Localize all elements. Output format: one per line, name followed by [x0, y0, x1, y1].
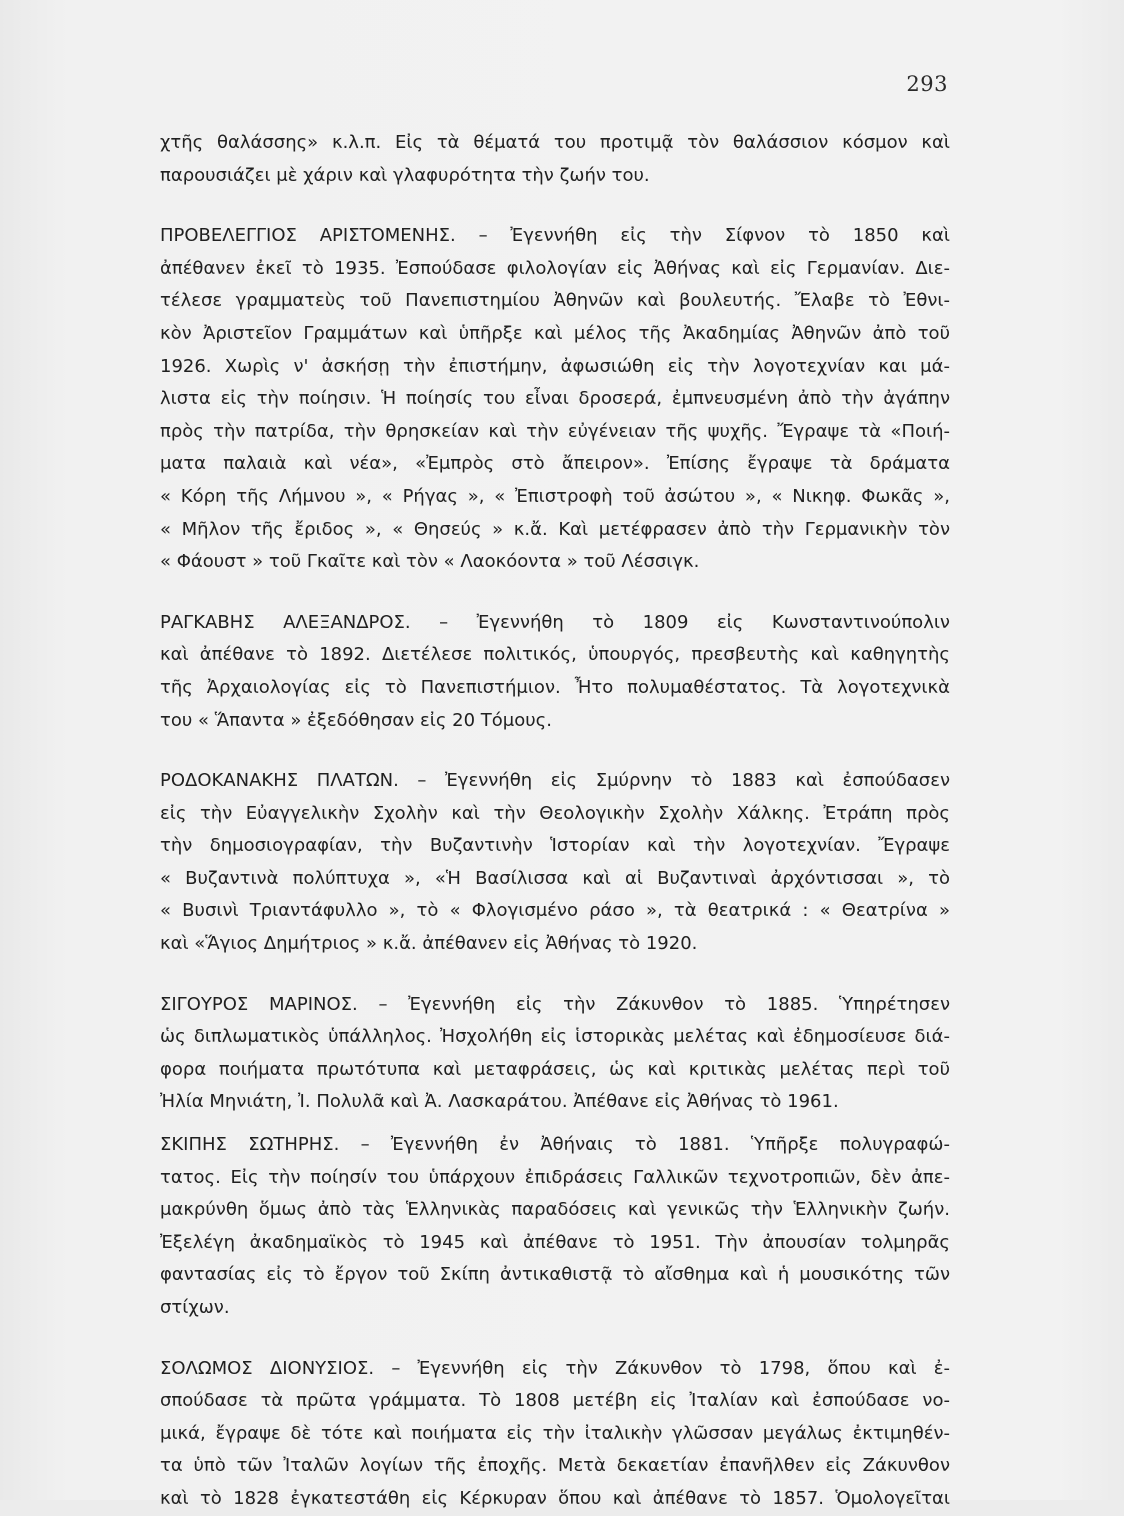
page-number: 293	[906, 72, 948, 96]
text-line: Ἠλία Μηνιάτη, Ἰ. Πολυλᾶ καὶ Ἀ. Λασκαράτου. Ἀπέθανε εἰς Ἀθήνας τὸ 1961.	[160, 1091, 839, 1113]
text-line: φορα ποιήματα πρωτότυπα καὶ μεταφράσεις, ὡς καὶ κριτικὰς μελέτας περὶ τοῦ	[160, 1058, 950, 1080]
entry-rodokanakis	[160, 765, 950, 961]
text-line: ματα παλαιὰ καὶ νέα», «Ἐμπρὸς στὸ ἄπειρον». Ἐπίσης ἔγραψε τὰ δράματα	[160, 453, 950, 475]
paragraph-continuation	[160, 127, 950, 192]
text-line: τατος. Εἰς τὴν ποίησίν του ὑπάρχουν ἐπιδράσεις Γαλλικῶν τεχνοτροπιῶν, δὲν ἀπε-	[160, 1166, 950, 1188]
entry-heading-line: ΣΙΓΟΥΡΟΣ ΜΑΡΙΝΟΣ. – Ἐγεννήθη εἰς τὴν Ζάκυνθον τὸ 1885. Ὑπηρέτησεν	[160, 993, 950, 1015]
text-line: καὶ τὸ 1828 ἐγκατεστάθη εἰς Κέρκυραν ὅπου καὶ ἀπέθανε τὸ 1857. Ὁμολογεῖται	[160, 1487, 950, 1509]
text-line: τα ὑπὸ τῶν Ἰταλῶν λογίων τῆς ἐποχῆς. Μετὰ δεκαετίαν ἐπανῆλθεν εἰς Ζάκυνθον	[160, 1455, 950, 1477]
text-line: « Φάουστ » τοῦ Γκαῖτε καὶ τὸν « Λαοκόοντα » τοῦ Λέσσιγκ.	[160, 551, 700, 573]
entry-heading-line: ΣΚΙΠΗΣ ΣΩΤΗΡΗΣ. – Ἐγεννήθη ἐν Ἀθήναις τὸ 1881. Ὑπῆρξε πολυγραφώ-	[160, 1134, 950, 1156]
text-line: ὡς διπλωματικὸς ὑπάλληλος. Ἠσχολήθη εἰς ἱστορικὰς μελέτας καὶ ἐδημοσίευσε διά-	[160, 1026, 950, 1048]
entry-heading-line: ΠΡΟΒΕΛΕΓΓΙΟΣ ΑΡΙΣΤΟΜΕΝΗΣ. – Ἐγεννήθη εἰς τὴν Σίφνον τὸ 1850 καὶ	[160, 225, 950, 247]
text-line: χτῆς θαλάσσης» κ.λ.π. Εἰς τὰ θέματά του προτιμᾷ τὸν θαλάσσιον κόσμον καὶ	[160, 132, 950, 153]
text-line: τέλεσε γραμματεὺς τοῦ Πανεπιστημίου Ἀθηνῶν καὶ βουλευτής. Ἔλαβε τὸ Ἐθνι-	[160, 290, 950, 312]
text-line: στίχων.	[160, 1297, 230, 1318]
entry-heading-line: ΡΟΔΟΚΑΝΑΚΗΣ ΠΛΑΤΩΝ. – Ἐγεννήθη εἰς Σμύρνην τὸ 1883 καὶ ἐσπούδασεν	[160, 770, 950, 792]
text-line: μακρύνθη ὅμως ἀπὸ τὰς Ἑλληνικὰς παραδόσεις καὶ γενικῶς τὴν Ἑλληνικὴν ζωήν.	[160, 1199, 950, 1221]
entry-solomos	[160, 1353, 950, 1516]
entry-rangavis	[160, 607, 950, 737]
entry-sigouros	[160, 989, 950, 1119]
entry-heading-line: ΡΑΓΚΑΒΗΣ ΑΛΕΞΑΝΔΡΟΣ. – Ἐγεννήθη τὸ 1809 εἰς Κωνσταντινούπολιν	[160, 611, 950, 633]
text-line: 1926. Χωρὶς ν' ἀσκήσῃ τὴν ἐπιστήμην, ἀφωσιώθη εἰς τὴν λογοτεχνίαν και μά-	[160, 355, 950, 377]
text-line: τὴν δημοσιογραφίαν, τὴν Βυζαντινὴν Ἱστορίαν καὶ τὴν λογοτεχνίαν. Ἔγραψε	[160, 835, 950, 857]
text-line: « Μῆλον τῆς ἔριδος », « Θησεύς » κ.ἄ. Καὶ μετέφρασεν ἀπὸ τὴν Γερμανικὴν τὸν	[160, 518, 950, 540]
text-line: Ἐξελέγη ἀκαδημαϊκὸς τὸ 1945 καὶ ἀπέθανε τὸ 1951. Τὴν ἀπουσίαν τολμηρᾶς	[160, 1231, 950, 1253]
text-line: παρουσιάζει μὲ χάριν καὶ γλαφυρότητα τὴν ζωήν του.	[160, 164, 650, 186]
text-line: εἰς τὴν Εὐαγγελικὴν Σχολὴν καὶ τὴν Θεολογικὴν Σχολὴν Χάλκης. Ἐτράπη πρὸς	[160, 802, 950, 824]
text-body	[160, 127, 950, 1516]
text-line: σπούδασε τὰ πρῶτα γράμματα. Τὸ 1808 μετέβη εἰς Ἰταλίαν καὶ ἐσπούδασε νο-	[160, 1390, 950, 1412]
text-line: « Βυσινὶ Τριαντάφυλλο », τὸ « Φλογισμένο ράσο », τὰ θεατρικά : « Θεατρίνα »	[160, 900, 950, 922]
text-line: του « Ἅπαντα » ἐξεδόθησαν εἰς 20 Τόμους.	[160, 709, 552, 731]
entry-heading-line: ΣΟΛΩΜΟΣ ΔΙΟΝΥΣΙΟΣ. – Ἐγεννήθη εἰς τὴν Ζάκυνθον τὸ 1798, ὅπου καὶ ἐ-	[160, 1357, 950, 1379]
text-line: « Βυζαντινὰ πολύπτυχα », «Ἡ Βασίλισσα καὶ αἱ Βυζαντιναὶ ἀρχόντισσαι », τὸ	[160, 867, 950, 889]
text-line: κὸν Ἀριστεῖον Γραμμάτων καὶ ὑπῆρξε καὶ μέλος τῆς Ἀκαδημίας Ἀθηνῶν ἀπὸ τοῦ	[160, 322, 950, 344]
text-line: φαντασίας εἰς τὸ ἔργον τοῦ Σκίπη ἀντικαθιστᾷ τὸ αἴσθημα καὶ ἡ μουσικότης τῶν	[160, 1264, 950, 1286]
text-line: μικά, ἔγραψε δὲ τότε καὶ ποιήματα εἰς τὴν ἰταλικὴν γλῶσσαν μεγάλως ἐκτιμηθέν-	[160, 1422, 950, 1444]
text-line: πρὸς τὴν πατρίδα, τὴν θρησκείαν καὶ τὴν εὐγένειαν τῆς ψυχῆς. Ἔγραψε τὰ «Ποιή-	[160, 420, 950, 442]
text-line: καὶ «Ἅγιος Δημήτριος » κ.ἄ. ἀπέθανεν εἰς Ἀθήνας τὸ 1920.	[160, 933, 698, 955]
text-line: ἀπέθανεν ἐκεῖ τὸ 1935. Ἐσπούδασε φιλολογίαν εἰς Ἀθήνας καὶ εἰς Γερμανίαν. Διε-	[160, 257, 950, 279]
text-line: λιστα εἰς τὴν ποίησιν. Ἡ ποίησίς του εἶναι δροσερά, ἐμπνευσμένη ἀπὸ τὴν ἀγάπην	[160, 388, 950, 410]
entry-provelengios	[160, 220, 950, 579]
entry-skipis	[160, 1129, 950, 1325]
text-line: καὶ ἀπέθανε τὸ 1892. Διετέλεσε πολιτικός, ὑπουργός, πρεσβευτὴς καὶ καθηγητὴς	[160, 644, 950, 666]
text-line: τῆς Ἀρχαιολογίας εἰς τὸ Πανεπιστήμιον. Ἦτο πολυμαθέστατος. Τὰ λογοτεχνικὰ	[160, 676, 950, 698]
text-line: « Κόρη τῆς Λήμνου », « Ρήγας », « Ἐπιστροφὴ τοῦ ἀσώτου », « Νικηφ. Φωκᾶς »,	[160, 485, 950, 507]
